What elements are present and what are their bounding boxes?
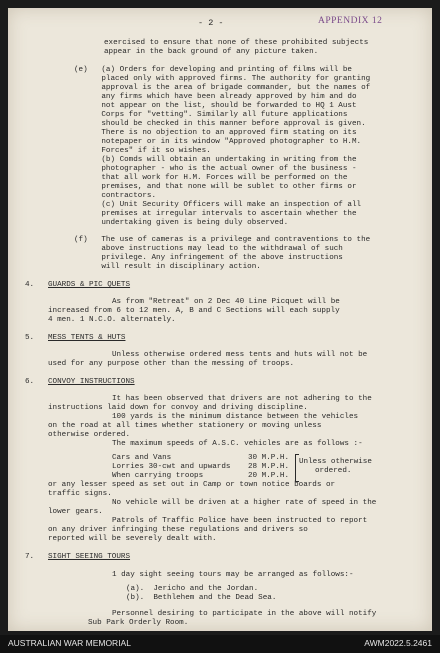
- text-line: privilege. Any infringement of the above instructions: [74, 254, 343, 262]
- text-line: or any lesser speed as set out in Camp or town notice boards or: [48, 481, 336, 489]
- text-line: approval is the area of brigade commander, but the names of: [74, 84, 371, 92]
- text-line: (b) Comds will obtain an undertaking in writing from the: [74, 156, 357, 164]
- text-line: Unless otherwise ordered mess tents and huts will not be: [112, 351, 368, 359]
- speed-row-label: Lorries 30-cwt and upwards: [112, 463, 231, 471]
- text-line: Patrols of Traffic Police have been instructed to report: [112, 517, 368, 525]
- text-line: As from "Retreat" on 2 Dec 40 Line Picquet will be: [112, 298, 340, 306]
- speed-row-label: When carrying troops: [112, 472, 204, 480]
- text-line: on any driver infringing these regulations and drivers so: [48, 526, 308, 534]
- text-line: increased from 6 to 12 men. A, B and C Sections will each supply: [48, 307, 340, 315]
- speed-note: Unless otherwise: [299, 458, 372, 466]
- text-line: placed only with approved firms. The authority for granting: [74, 75, 371, 83]
- text-line: not appear on the list, should be forwarded to HQ 1 Aust: [74, 102, 357, 110]
- text-line: reported will be severely dealt with.: [48, 535, 217, 543]
- speed-row-value: 20 M.P.H.: [248, 472, 290, 480]
- speed-row-label: Cars and Vans: [112, 454, 172, 462]
- text-line: above instructions may lead to the withdrawal of such: [74, 245, 343, 253]
- speed-note: ordered.: [315, 467, 352, 475]
- section-heading: MESS TENTS & HUTS: [48, 334, 126, 342]
- section-number: 7.: [25, 553, 35, 561]
- text-line: Forces" if it so wishes.: [74, 147, 211, 155]
- text-line: undertaking given is being duly observed.: [74, 219, 289, 227]
- text-line: Corps for "vetting". Similarly all future applications: [74, 111, 348, 119]
- text-line: The maximum speeds of A.S.C. vehicles are as follows :-: [112, 440, 363, 448]
- text-line: (c) Unit Security Officers will make an inspection of all: [74, 201, 362, 209]
- appendix-stamp: APPENDIX 12: [318, 16, 383, 26]
- text-line: that all work for H.M. Forces will be performed on the: [74, 174, 348, 182]
- text-line: There is no objection to an approved firm stating on its: [74, 129, 357, 137]
- text-line: premises, and that none will be sublet to other firms or: [74, 183, 357, 191]
- text-line: instructions laid down for convoy and driving discipline.: [48, 404, 308, 412]
- text-line: on the road at all times whether stationery or moving unless: [48, 422, 322, 430]
- text-line: 4 men. 1 N.C.O. alternately.: [48, 316, 176, 324]
- text-line: It has been observed that drivers are not adhering to the: [112, 395, 372, 403]
- text-line: any firms which have been already approved by him and do: [74, 93, 357, 101]
- section-number: 5.: [25, 334, 35, 342]
- text-line: photographer - who is the actual owner of the business -: [74, 165, 357, 173]
- section-number: 6.: [25, 378, 35, 386]
- page-number: - 2 -: [198, 18, 224, 28]
- text-line: lower gears.: [48, 508, 103, 516]
- text-line: contractors.: [74, 192, 157, 200]
- text-line: No vehicle will be driven at a higher rate of speed in the: [112, 499, 377, 507]
- footer-accession-number: AWM2022.5.2461: [364, 638, 432, 648]
- text-line: traffic signs.: [48, 490, 112, 498]
- speed-row-value: 28 M.P.H.: [248, 463, 290, 471]
- section-number: 4.: [25, 281, 35, 289]
- text-line: 100 yards is the minimum distance between the vehicles: [112, 413, 359, 421]
- speed-row-value: 30 M.P.H.: [248, 454, 290, 462]
- text-line: appear in the back ground of any picture taken.: [104, 48, 319, 56]
- document-page: [8, 8, 432, 631]
- footer-institution: AUSTRALIAN WAR MEMORIAL: [8, 638, 131, 648]
- section-heading: SIGHT SEEING TOURS: [48, 553, 131, 561]
- text-line: (f) The use of cameras is a privilege and contraventions to the: [74, 236, 371, 244]
- list-item: (a). Jericho and the Jordan.: [126, 585, 259, 593]
- text-line: exercised to ensure that none of these prohibited subjects: [104, 39, 369, 47]
- section-heading: GUARDS & PIC QUETS: [48, 281, 131, 289]
- text-line: otherwise ordered.: [48, 431, 131, 439]
- text-line: Personnel desiring to participate in the above will notify: [112, 610, 377, 618]
- text-line: used for any purpose other than the messing of troops.: [48, 360, 295, 368]
- text-line: (e) (a) Orders for developing and printing of films will be: [74, 66, 352, 74]
- text-line: should be checked in this manner before approval is given.: [74, 120, 366, 128]
- archive-footer: [0, 635, 440, 653]
- list-item: (b). Bethlehem and the Dead Sea.: [126, 594, 277, 602]
- section-heading: CONVOY INSTRUCTIONS: [48, 378, 135, 386]
- text-line: 1 day sight seeing tours may be arranged as follows:-: [112, 571, 354, 579]
- text-line: notepaper or in its window "Approved photographer to H.M.: [74, 138, 362, 146]
- text-line: Sub Park Orderly Room.: [88, 619, 189, 627]
- text-line: will result in disciplinary action.: [74, 263, 261, 271]
- text-line: premises at irregular intervals to ascertain whether the: [74, 210, 357, 218]
